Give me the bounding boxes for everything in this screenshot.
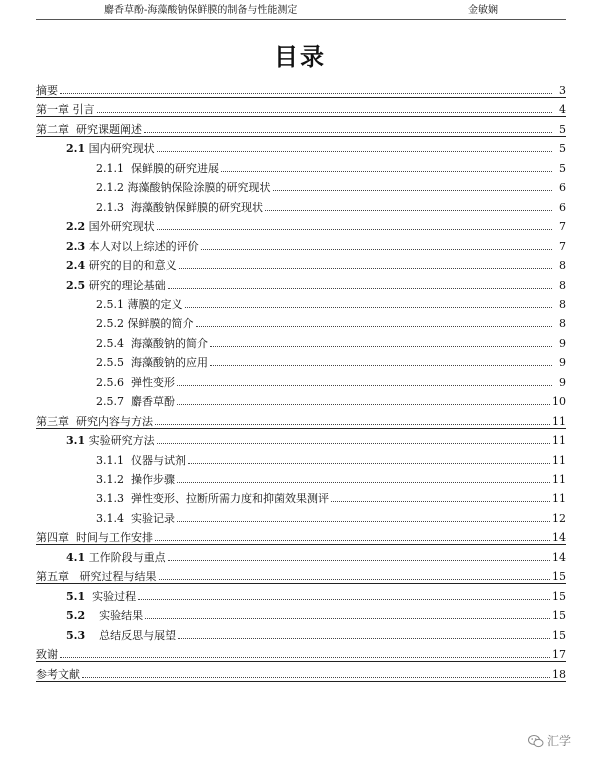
toc-entry-page: 11 (552, 414, 566, 428)
toc-entry[interactable] (96, 471, 566, 486)
toc-entry-page: 6 (559, 181, 566, 195)
toc-entry-label: 第五章 研究过程与结果 (36, 570, 157, 584)
header-document-title: 麝香草酚-海藻酸钠保鲜膜的制备与性能测定 (104, 5, 298, 16)
toc-entry-label: 参考文献 (36, 667, 80, 681)
toc-entry-number: 2.5.5 (96, 356, 124, 370)
toc-entry[interactable] (36, 646, 566, 662)
toc-entry-number: 2.5.2 (96, 317, 124, 331)
toc-dot-leader (331, 501, 550, 502)
toc-entry-label: 海藻酸钠保鲜膜的研究现状 (124, 200, 263, 214)
toc-entry-page: 6 (559, 200, 566, 214)
toc-entry[interactable] (66, 627, 566, 642)
toc-entry-page: 8 (559, 297, 566, 311)
toc-dot-leader (144, 132, 552, 133)
toc-entry-page: 14 (552, 550, 566, 564)
toc-dot-leader (159, 579, 551, 580)
toc-entry-label: 致谢 (36, 648, 58, 662)
header-rule (36, 19, 566, 20)
toc-dot-leader (273, 190, 553, 191)
toc-entry-label: 操作步骤 (124, 473, 175, 486)
toc-dot-leader (185, 307, 553, 308)
toc-entry-number: 3.1.4 (96, 511, 124, 525)
toc-entry[interactable] (66, 238, 566, 253)
toc-entry-number: 4.1 (66, 550, 86, 564)
watermark (528, 732, 571, 749)
toc-entry-number: 2.5.4 (96, 336, 124, 350)
toc-entry-label: 国外研究现状 (85, 220, 155, 234)
toc-dot-leader (60, 93, 552, 94)
toc-entry-label: 仪器与试剂 (124, 453, 186, 467)
toc-dot-leader (210, 365, 552, 366)
toc-entry-label: 第四章 时间与工作安排 (36, 531, 153, 545)
toc-entry[interactable] (66, 257, 566, 272)
toc-entry-page: 12 (552, 511, 566, 525)
toc-dot-leader (201, 249, 552, 250)
toc-entry-page: 5 (559, 142, 566, 156)
toc-entry[interactable] (96, 374, 566, 389)
toc-dot-leader (178, 638, 550, 639)
toc-dot-leader (177, 385, 552, 386)
toc-entry[interactable] (66, 549, 566, 564)
toc-dot-leader (188, 463, 550, 464)
toc-entry[interactable] (96, 354, 566, 369)
toc-dot-leader (168, 560, 550, 561)
toc-entry-page: 5 (559, 122, 566, 136)
toc-entry[interactable] (66, 588, 566, 603)
toc-entry[interactable] (66, 277, 566, 292)
toc-entry-label: 国内研究现状 (85, 142, 155, 156)
toc-entry-page: 4 (559, 103, 566, 117)
toc-entry-number: 3.1 (66, 434, 86, 448)
toc-entry[interactable] (36, 568, 566, 584)
toc-dot-leader (157, 151, 552, 152)
toc-entry-label: 第一章 引言 (36, 103, 95, 117)
toc-entry[interactable] (66, 607, 566, 622)
toc-entry-label: 弹性变形 (124, 375, 175, 389)
toc-entry-label: 实验结果 (85, 609, 144, 623)
toc-entry-page: 8 (559, 317, 566, 331)
watermark-text: 汇学 (547, 734, 572, 748)
toc-entry-label: 海藻酸钠的应用 (124, 356, 208, 370)
toc-entry-label: 摘要 (36, 84, 58, 97)
toc-entry-label: 实验记录 (124, 511, 175, 525)
toc-dot-leader (155, 424, 550, 425)
header-author: 金敏娴 (468, 5, 498, 16)
toc-entry-page: 5 (559, 161, 566, 175)
toc-entry-label: 实验过程 (85, 589, 137, 603)
toc-dot-leader (157, 443, 550, 444)
toc-entry[interactable] (96, 510, 566, 525)
toc-entry-page: 7 (559, 239, 566, 253)
toc-dot-leader (168, 288, 552, 289)
toc-entry-page: 8 (559, 259, 566, 273)
toc-entry-page: 15 (552, 570, 566, 584)
toc-entry-label: 第二章 研究课题阐述 (36, 122, 142, 136)
toc-entry[interactable] (96, 296, 566, 311)
toc-dot-leader (177, 521, 550, 522)
toc-entry[interactable] (66, 432, 566, 447)
toc-entry-label: 海藻酸钠保险涂膜的研究现状 (124, 181, 271, 195)
toc-entry-label: 工作阶段与重点 (85, 550, 166, 564)
toc-entry-number: 2.1 (66, 142, 86, 156)
toc-entry[interactable] (66, 140, 566, 155)
wechat-icon (528, 734, 544, 748)
toc-entry[interactable] (66, 218, 566, 233)
toc-entry-label: 实验研究方法 (85, 434, 155, 448)
toc-entry-number: 2.5.1 (96, 297, 124, 311)
toc-entry[interactable] (96, 393, 566, 408)
toc-dot-leader (82, 677, 550, 678)
toc-entry-label: 麝香草酚 (124, 395, 175, 409)
toc-entry-label: 本人对以上综述的评价 (85, 239, 199, 253)
toc-dot-leader (157, 229, 552, 230)
toc-entry[interactable] (36, 121, 566, 137)
toc-dot-leader (196, 326, 553, 327)
toc-dot-leader (210, 346, 552, 347)
toc-entry-number: 3.1.3 (96, 492, 124, 506)
toc-dot-leader (179, 268, 552, 269)
toc-entry-page: 14 (552, 531, 566, 545)
toc-entry[interactable] (36, 101, 566, 117)
toc-entry-page: 9 (559, 336, 566, 350)
toc-entry-label: 第三章 研究内容与方法 (36, 414, 153, 428)
toc-entry-page: 3 (559, 84, 566, 97)
toc-entry-number: 2.4 (66, 259, 86, 273)
toc-entry-label: 研究的理论基础 (85, 278, 166, 292)
toc-entry[interactable] (96, 315, 566, 330)
toc-dot-leader (155, 540, 550, 541)
toc-dot-leader (60, 657, 550, 658)
toc-dot-leader (145, 618, 550, 619)
toc-entry[interactable] (36, 413, 566, 429)
toc-entry-number: 3.1.1 (96, 453, 124, 467)
toc-entry-page: 9 (559, 356, 566, 370)
toc-entry-number: 2.1.1 (96, 161, 124, 175)
toc-entry[interactable] (96, 179, 566, 194)
toc-entry-number: 5.1 (66, 589, 86, 603)
toc-dot-leader (138, 599, 550, 600)
toc-entry-label: 保鲜膜的简介 (124, 317, 194, 331)
toc-entry[interactable] (36, 666, 566, 682)
toc-entry-number: 2.2 (66, 220, 86, 234)
toc-entry-page: 11 (552, 434, 566, 448)
toc-entry-page: 15 (552, 628, 566, 642)
toc-entry[interactable] (96, 335, 566, 350)
toc-entry-page: 8 (559, 278, 566, 292)
toc-entry[interactable] (36, 82, 566, 98)
toc-entry-label: 弹性变形、拉断所需力度和抑菌效果测评 (124, 492, 329, 506)
toc-dot-leader (221, 171, 552, 172)
toc-entry-label: 总结反思与展望 (85, 628, 177, 642)
toc-entry-page: 11 (552, 453, 566, 467)
toc-dot-leader (97, 112, 553, 113)
toc-entry-number: 3.1.2 (96, 473, 124, 486)
toc-dot-leader (177, 404, 550, 405)
toc-entry-page: 15 (552, 589, 566, 603)
toc-entry[interactable] (96, 199, 566, 214)
toc-entry-number: 5.2 (66, 609, 86, 623)
toc-entry-number: 5.3 (66, 628, 86, 642)
toc-dot-leader (265, 210, 552, 211)
toc-entry-label: 海藻酸钠的简介 (124, 336, 208, 350)
toc-entry-label: 保鲜膜的研究进展 (124, 161, 219, 175)
page-title: 目录 (274, 42, 326, 71)
toc-entry-number: 2.5 (66, 278, 86, 292)
toc-dot-leader (177, 482, 550, 483)
toc-entry[interactable] (96, 160, 566, 175)
toc-entry-number: 2.5.7 (96, 395, 124, 409)
toc-entry-number: 2.1.2 (96, 181, 124, 195)
toc-entry-page: 15 (552, 609, 566, 623)
toc-entry-page: 10 (552, 395, 566, 409)
toc-entry-page: 11 (552, 473, 566, 486)
toc-entry-number: 2.3 (66, 239, 86, 253)
toc-entry-number: 2.1.3 (96, 200, 124, 214)
toc-entry[interactable] (96, 452, 566, 467)
toc-entry-page: 7 (559, 220, 566, 234)
toc-entry[interactable] (96, 490, 566, 505)
toc-entry-page: 18 (552, 667, 566, 681)
toc-entry[interactable] (36, 529, 566, 545)
toc-entry-label: 薄膜的定义 (124, 297, 183, 311)
page-header (0, 4, 600, 18)
toc-entry-page: 11 (552, 492, 566, 506)
toc-entry-page: 9 (559, 375, 566, 389)
toc-entry-page: 17 (552, 648, 566, 662)
toc-entry-number: 2.5.6 (96, 375, 124, 389)
toc-entry-label: 研究的目的和意义 (85, 259, 177, 273)
